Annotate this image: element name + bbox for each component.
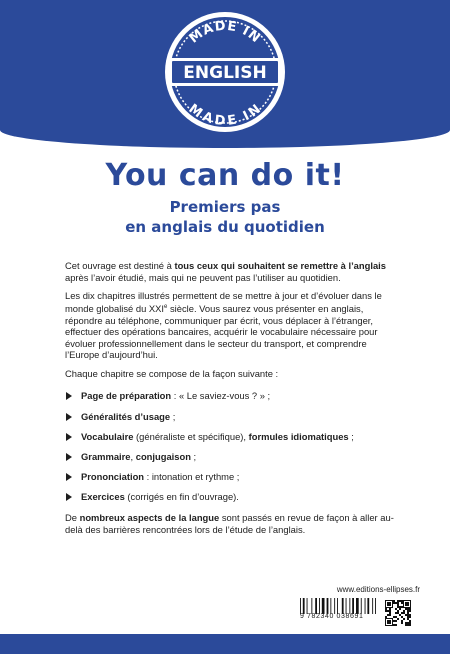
closing-paragraph: De nombreux aspects de la langue sont passés en revue de façon à aller au-delà des barrières rencontrées lors de l’étude de l’anglais. xyxy=(65,512,394,535)
bottom-blue-band xyxy=(0,634,450,654)
list-item: Vocabulaire (généraliste et spécifique), formules idiomatiques ; xyxy=(65,431,395,443)
list-item: Prononciation : intonation et rythme ; xyxy=(65,471,395,483)
publisher-website[interactable]: www.editions-ellipses.fr xyxy=(336,585,420,594)
chapters-paragraph: Les dix chapitres illustrés permettent de se mettre à jour et d’évoluer dans le monde globalisé du XXIe siècle. Vous saurez vous présenter en anglais, répondre au téléphone, communiquer par écrit, vous déplacer à l’étranger, effectuer des opérations bancaires, acquérir le vocabulaire nécessaire pour évoluer professionnellement dans le secteur du transport, et comprendre l’Europe d’aujourd’hui. xyxy=(65,290,382,361)
back-cover-text xyxy=(65,260,395,542)
intro-paragraph: Cet ouvrage est destiné à tous ceux qui souhaitent se remettre à l’anglais après l’avoir étudié, mais qui ne peuvent pas l’utiliser au quotidien. xyxy=(65,260,386,283)
composition-paragraph: Chaque chapitre se compose de la façon suivante : xyxy=(65,367,279,379)
isbn-number: 9 782340 038691 xyxy=(300,613,364,620)
logo-bottom-text: MADE IN xyxy=(185,101,265,130)
book-subtitle xyxy=(0,197,450,237)
logo-top-text: MADE IN xyxy=(186,18,264,47)
list-item: Page de préparation : « Le saviez-vous ? » ; xyxy=(65,390,395,402)
list-item: Généralités d’usage ; xyxy=(65,411,395,423)
triangle-bullet-icon xyxy=(66,392,72,400)
book-title: You can do it! xyxy=(105,158,345,193)
triangle-bullet-icon xyxy=(66,453,72,461)
triangle-bullet-icon xyxy=(66,473,72,481)
chapter-structure-list xyxy=(65,390,395,503)
made-in-english-logo xyxy=(163,10,287,134)
subtitle-line-2: en anglais du quotidien xyxy=(125,218,325,236)
triangle-bullet-icon xyxy=(66,433,72,441)
list-item: Grammaire, conjugaison ; xyxy=(65,451,395,463)
list-item: Exercices (corrigés en fin d’ouvrage). xyxy=(65,491,395,503)
triangle-bullet-icon xyxy=(66,493,72,501)
subtitle-line-1: Premiers pas xyxy=(169,198,281,216)
logo-center-text: ENGLISH xyxy=(183,63,267,83)
qr-code-icon xyxy=(385,600,411,630)
triangle-bullet-icon xyxy=(66,413,72,421)
